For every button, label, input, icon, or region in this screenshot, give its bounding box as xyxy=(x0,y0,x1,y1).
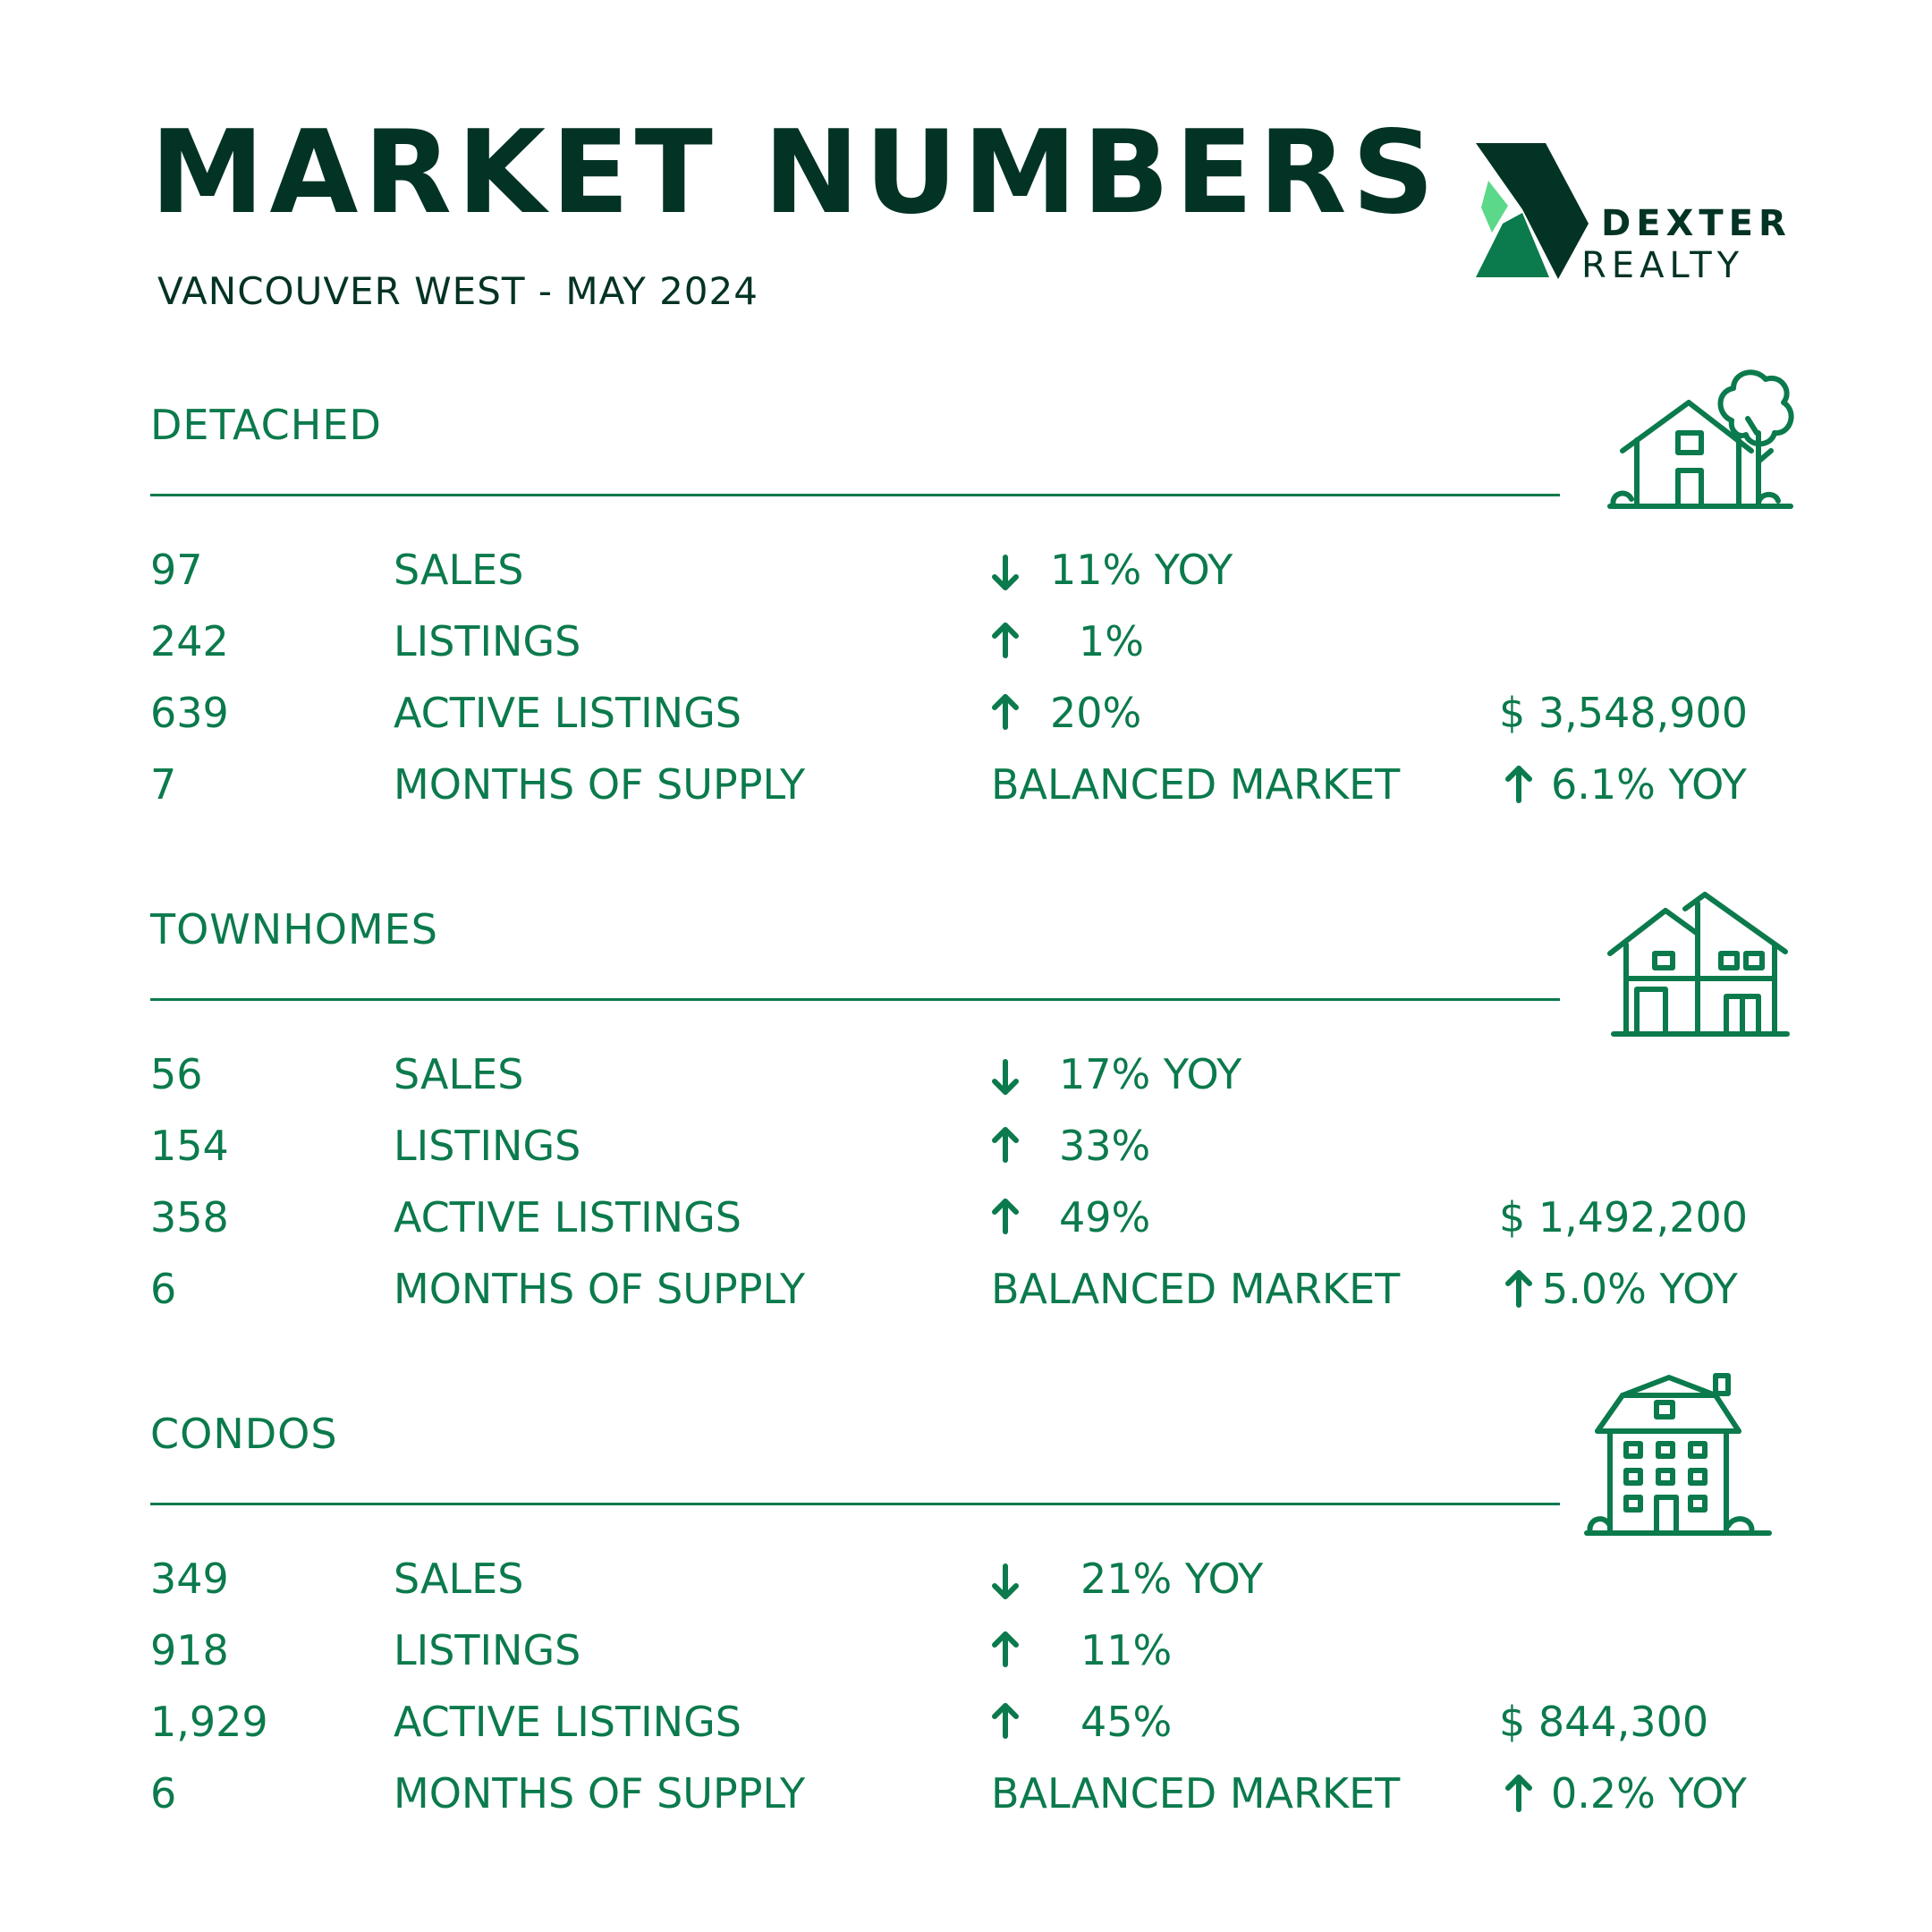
house-with-tree-icon xyxy=(1599,369,1796,521)
stat-label: LISTINGS xyxy=(394,1122,581,1170)
stat-value: 242 xyxy=(150,617,229,665)
benchmark-price: $ 1,492,200 xyxy=(1499,1193,1748,1241)
stat-value: 7 xyxy=(150,760,177,809)
stat-change: 45% xyxy=(1080,1698,1173,1746)
stat-value: 6 xyxy=(150,1769,177,1818)
arrow-up-icon xyxy=(987,1119,1023,1173)
stat-value: 918 xyxy=(150,1626,229,1674)
stat-label: MONTHS OF SUPPLY xyxy=(394,1265,806,1313)
section-divider xyxy=(150,494,1560,496)
stat-change: 33% xyxy=(1059,1122,1151,1170)
stat-label: LISTINGS xyxy=(394,617,581,665)
stat-change: 1% xyxy=(1079,617,1144,665)
arrow-up-icon xyxy=(987,1191,1023,1244)
arrow-up-icon xyxy=(1503,758,1535,811)
stat-label: SALES xyxy=(394,546,524,594)
stat-row-listings xyxy=(150,614,1850,668)
arrow-down-icon xyxy=(987,1047,1023,1101)
stat-change: 49% xyxy=(1059,1193,1151,1241)
market-status: BALANCED MARKET xyxy=(991,1769,1401,1818)
stat-value: 639 xyxy=(150,689,229,737)
section-townhomes xyxy=(150,905,1850,1374)
logo-wordmark-dexter: DEXTER xyxy=(1601,203,1792,244)
stat-value: 1,929 xyxy=(150,1698,268,1746)
section-divider xyxy=(150,1503,1560,1505)
section-detached xyxy=(150,401,1850,869)
page-title: MARKET NUMBERS xyxy=(150,106,1440,240)
price-change: 6.1% YOY xyxy=(1551,760,1747,809)
stat-row-active-listings xyxy=(150,1695,1850,1749)
section-condos xyxy=(150,1410,1850,1878)
stat-label: SALES xyxy=(394,1555,524,1603)
arrow-up-icon xyxy=(1503,1767,1535,1820)
townhouse-icon xyxy=(1599,864,1796,1043)
arrow-up-icon xyxy=(987,686,1023,740)
stat-change: 11% YOY xyxy=(1050,546,1233,594)
stat-row-listings xyxy=(150,1623,1850,1677)
stat-row-months-of-supply xyxy=(150,1262,1850,1316)
section-title: CONDOS xyxy=(150,1410,338,1458)
arrow-up-icon xyxy=(987,614,1023,668)
benchmark-price: $ 844,300 xyxy=(1499,1698,1709,1746)
stat-value: 358 xyxy=(150,1193,229,1241)
stat-value: 349 xyxy=(150,1555,229,1603)
arrow-down-icon xyxy=(987,543,1023,597)
stat-value: 6 xyxy=(150,1265,177,1313)
stat-label: MONTHS OF SUPPLY xyxy=(394,1769,806,1818)
arrow-up-icon xyxy=(1503,1262,1535,1316)
stat-label: ACTIVE LISTINGS xyxy=(394,1193,741,1241)
benchmark-price: $ 3,548,900 xyxy=(1499,689,1748,737)
stat-row-months-of-supply xyxy=(150,758,1850,811)
stat-value: 154 xyxy=(150,1122,229,1170)
stat-row-listings xyxy=(150,1119,1850,1173)
market-status: BALANCED MARKET xyxy=(991,1265,1401,1313)
stat-value: 56 xyxy=(150,1050,203,1098)
stat-row-sales xyxy=(150,1047,1850,1101)
arrow-up-icon xyxy=(987,1695,1023,1749)
stat-value: 97 xyxy=(150,546,203,594)
stat-change: 17% YOY xyxy=(1059,1050,1242,1098)
company-logo xyxy=(1476,143,1792,286)
section-title: DETACHED xyxy=(150,401,382,449)
stat-label: ACTIVE LISTINGS xyxy=(394,689,741,737)
market-status: BALANCED MARKET xyxy=(991,760,1401,809)
stat-row-sales xyxy=(150,543,1850,597)
stat-label: SALES xyxy=(394,1050,524,1098)
stat-label: MONTHS OF SUPPLY xyxy=(394,760,806,809)
stat-row-active-listings xyxy=(150,686,1850,740)
page-subtitle: VANCOUVER WEST - MAY 2024 xyxy=(157,269,758,313)
stat-row-sales xyxy=(150,1552,1850,1606)
section-title: TOWNHOMES xyxy=(150,905,438,953)
stat-row-months-of-supply xyxy=(150,1767,1850,1820)
logo-wordmark-realty: REALTY xyxy=(1581,245,1745,286)
section-divider xyxy=(150,998,1560,1001)
arrow-down-icon xyxy=(987,1552,1023,1606)
stat-change: 21% YOY xyxy=(1080,1555,1264,1603)
stat-label: LISTINGS xyxy=(394,1626,581,1674)
stat-row-active-listings xyxy=(150,1191,1850,1244)
price-change: 5.0% YOY xyxy=(1542,1265,1738,1313)
stat-change: 20% xyxy=(1050,689,1142,737)
arrow-up-icon xyxy=(987,1623,1023,1677)
price-change: 0.2% YOY xyxy=(1551,1769,1747,1818)
stat-change: 11% xyxy=(1080,1626,1173,1674)
apartment-building-icon xyxy=(1581,1368,1787,1547)
stat-label: ACTIVE LISTINGS xyxy=(394,1698,741,1746)
